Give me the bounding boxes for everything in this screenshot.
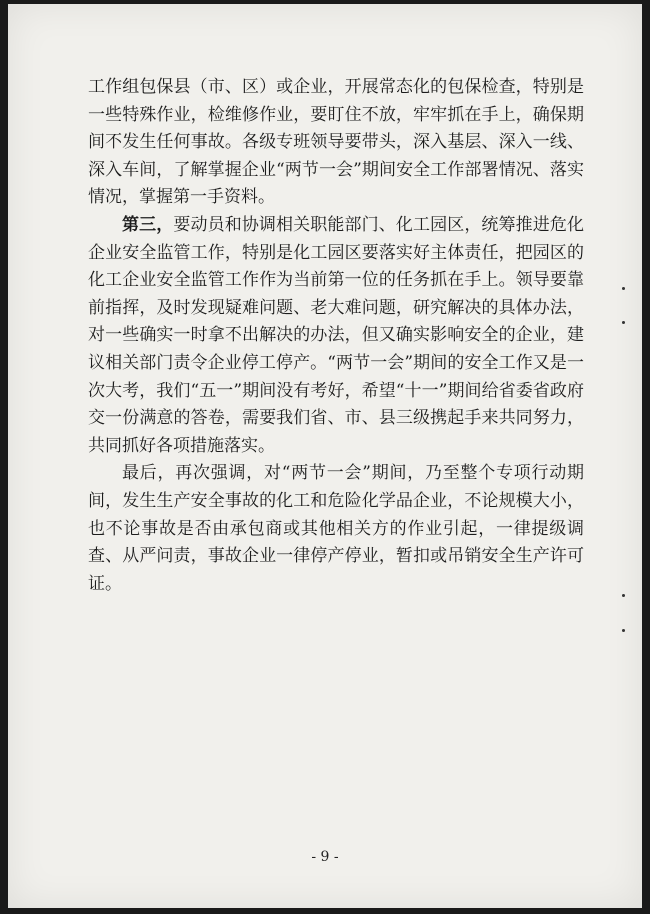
page-number: - 9 - bbox=[311, 849, 339, 865]
paragraph-3-text: 最后，再次强调，对“两节一会”期间，乃至整个专项行动期间，发生生产安全事故的化工和危险化学品企业，不论规模大小，也不论事故是否由承包商或其他相关方的作业引起，一律提级调查、从严问责，事故企业一律停产停业，暂扣或吊销安全生产许可证。 bbox=[88, 463, 584, 594]
binding-hole-mark bbox=[622, 287, 625, 290]
paragraph-1-text: 工作组包保县（市、区）或企业，开展常态化的包保检查，特别是一些特殊作业，检维修作业，要盯住不放，牢牢抓在手上，确保期间不发生任何事故。各级专班领导要带头，深入基层、深入一线、深入车间，了解掌握企业“两节一会”期间安全工作部署情况、落实情况，掌握第一手资料。 bbox=[88, 77, 584, 208]
binding-hole-mark bbox=[622, 594, 625, 597]
binding-hole-mark bbox=[622, 321, 625, 324]
document-page bbox=[8, 4, 642, 908]
binding-hole-mark bbox=[622, 629, 625, 632]
paragraph-3 bbox=[88, 460, 584, 598]
paragraph-2-text: 要动员和协调相关职能部门、化工园区，统筹推进危化企业安全监管工作，特别是化工园区要落实好主体责任，把园区的化工企业安全监管工作作为当前第一位的任务抓在手上。领导要靠前指挥，及时发现疑难问题、老大难问题，研究解决的具体办法，对一些确实一时拿不出解决的办法，但又确实影响安全的企业，建议相关部门责令企业停工停产。“两节一会”期间的安全工作又是一次大考，我们“五一”期间没有考好，希望“十一”期间给省委省政府交一份满意的答卷，需要我们省、市、县三级携起手来共同努力，共同抓好各项措施落实。 bbox=[88, 214, 585, 456]
paragraph-2 bbox=[88, 212, 584, 460]
body-text bbox=[88, 74, 584, 598]
paragraph-2-lead: 第三， bbox=[122, 214, 174, 235]
paragraph-1 bbox=[88, 74, 584, 212]
